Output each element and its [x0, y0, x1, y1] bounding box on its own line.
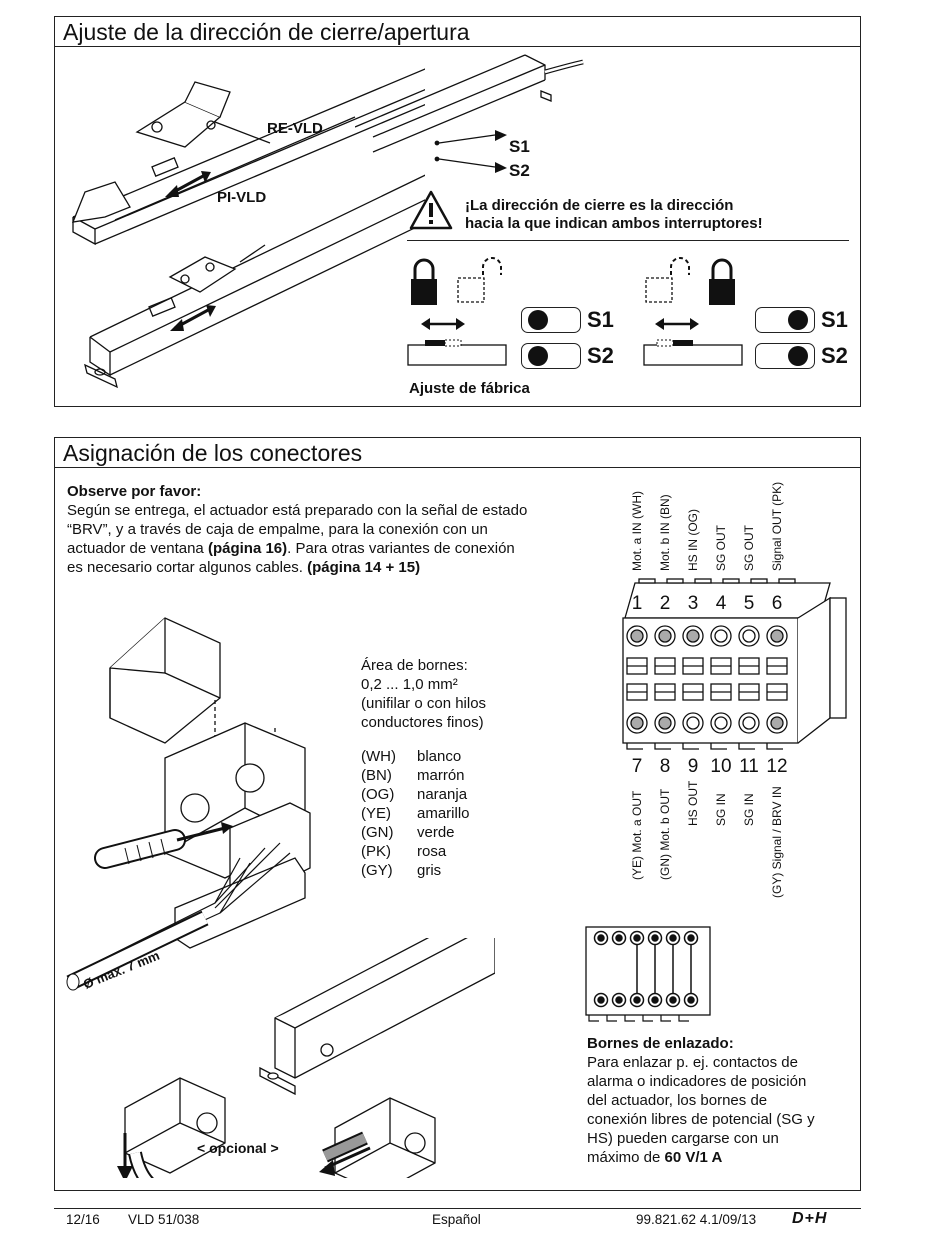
bridge-text-block: [587, 1034, 857, 1167]
notice-title: Observe por favor:: [67, 483, 202, 500]
terminal-number-3: 3: [687, 593, 699, 614]
switch-label-s1: S1: [509, 137, 530, 156]
terminal-block-drawing: [615, 578, 855, 753]
padlock-open-right-icon: [643, 253, 693, 303]
closing-direction-section: [54, 16, 861, 407]
terminal-label-top-1: Mot. a IN (WH): [630, 491, 644, 571]
switch-label-s2: S2: [509, 161, 530, 180]
terminal-area-block: [361, 656, 486, 732]
color-legend-row: (BN) marrón: [361, 767, 465, 784]
warning-divider: [407, 240, 849, 241]
bridge-line: Para enlazar p. ej. contactos de: [587, 1054, 798, 1071]
left-s2-label: S2: [587, 343, 614, 368]
color-legend-row: (YE) amarillo: [361, 805, 470, 822]
notice-line-1: Según se entrega, el actuador está preparado con la señal de estado: [67, 502, 528, 519]
terminal-label-top-4: SG OUT: [714, 524, 728, 571]
bridge-rating: 60 V/1 A: [664, 1149, 723, 1166]
connector-assignment-section: [54, 437, 861, 1191]
bridge-line-last: [587, 1148, 857, 1167]
page-number: 12/16: [66, 1212, 100, 1227]
label-pi-vld: PI-VLD: [217, 189, 267, 206]
terminal-number-2: 2: [659, 593, 671, 614]
terminal-area-line: Área de bornes:: [361, 657, 468, 674]
terminal-area-line: 0,2 ... 1,0 mm²: [361, 676, 458, 693]
optional-junction-drawing: [95, 938, 495, 1178]
factory-setting-label: Ajuste de fábrica: [409, 380, 530, 397]
brand-logo: D+H: [792, 1210, 828, 1227]
notice-line-3: [67, 539, 587, 558]
terminal-label-bottom-7: (YE) Mot. a OUT: [630, 790, 644, 880]
language-label: Español: [432, 1212, 481, 1227]
bridge-line: HS) pueden cargarse con un: [587, 1130, 779, 1147]
switch-indicator-right-s2: [755, 343, 815, 369]
switch-indicator-right-s1: [755, 307, 815, 333]
model-number: VLD 51/038: [128, 1212, 200, 1227]
bridge-line: conexión libres de potencial (SG y: [587, 1111, 815, 1128]
terminal-number-9: 9: [687, 756, 699, 777]
optional-label: < opcional >: [197, 1140, 279, 1156]
terminal-area-line: (unifilar o con hilos: [361, 695, 487, 712]
terminal-label-top-6: Signal OUT (PK): [770, 481, 784, 571]
switch-indicator-left-s1: [521, 307, 581, 333]
notice-line-2: “BRV”, y a través de caja de empalme, para la conexión con un: [67, 521, 488, 538]
direction-arrow-right-icon: [655, 317, 699, 331]
notice-page-ref-14-15: (página 14 + 15): [307, 559, 421, 576]
terminal-number-10: 10: [710, 756, 732, 777]
bridge-title: Bornes de enlazado:: [587, 1035, 734, 1052]
right-s1-label: S1: [821, 307, 848, 332]
right-s2-label: S2: [821, 343, 848, 368]
section-title-connector-assignment: Asignación de los conectores: [55, 438, 860, 468]
terminal-label-bottom-12: (GY) Signal / BRV IN: [770, 786, 784, 898]
terminal-number-4: 4: [715, 593, 727, 614]
terminal-number-7: 7: [631, 756, 643, 777]
actuator-cable-drawing: [355, 47, 595, 177]
terminal-label-top-3: HS IN (OG): [686, 509, 700, 571]
bridge-line: del actuador, los bornes de: [587, 1092, 768, 1109]
label-re-vld: RE-VLD: [267, 120, 323, 137]
notice-line-4: [67, 558, 587, 577]
color-legend-row: (OG) naranja: [361, 786, 468, 803]
warning-triangle-icon: [409, 190, 453, 230]
color-legend-row: (GN) verde: [361, 824, 455, 841]
page-footer: [54, 1208, 861, 1231]
document-number: 99.821.62 4.1/09/13: [636, 1212, 757, 1227]
terminal-number-11: 11: [739, 756, 759, 777]
bridge-terminal-diagram: [585, 926, 715, 1026]
terminal-number-5: 5: [743, 593, 755, 614]
terminal-label-top-2: Mot. b IN (BN): [658, 494, 672, 571]
left-s1-label: S1: [587, 307, 614, 332]
padlock-closed-right-icon: [707, 257, 737, 307]
bridge-line: alarma o indicadores de posición: [587, 1073, 807, 1090]
terminal-number-12: 12: [766, 756, 788, 777]
padlock-closed-left-icon: [409, 257, 439, 307]
color-legend-row: (GY) gris: [361, 862, 442, 879]
notice-page-ref-16: (página 16): [207, 540, 288, 557]
terminal-number-6: 6: [771, 593, 783, 614]
terminal-area-line: conductores finos): [361, 714, 484, 731]
terminal-number-1: 1: [631, 593, 643, 614]
switch-indicator-left-s2: [521, 343, 581, 369]
terminal-label-bottom-9: HS OUT: [686, 780, 700, 826]
terminal-label-bottom-8: (GN) Mot. b OUT: [658, 788, 672, 880]
terminal-label-top-5: SG OUT: [742, 524, 756, 571]
wire-color-legend: [361, 747, 491, 880]
notice-line-3-a: actuador de ventana: [67, 540, 208, 557]
warning-line-2: hacia la que indican ambos interruptores!: [465, 215, 763, 232]
terminal-label-bottom-11: SG IN: [742, 793, 756, 826]
padlock-open-left-icon: [455, 253, 505, 303]
warning-line-1: ¡La dirección de cierre es la dirección: [465, 197, 734, 214]
notice-line-3-c: . Para otras variantes de conexión: [287, 540, 515, 557]
cable-diameter-label: Ø max. 7 mm: [81, 947, 162, 992]
bridge-last-a: máximo de: [587, 1149, 665, 1166]
direction-arrow-left-icon: [421, 317, 465, 331]
section-title-closing-direction: Ajuste de la dirección de cierre/apertura: [55, 17, 860, 47]
notice-block: [67, 482, 587, 577]
color-legend-row: (PK) rosa: [361, 843, 447, 860]
switch-slider-right: [643, 339, 743, 367]
terminal-number-8: 8: [659, 756, 671, 777]
terminal-label-bottom-10: SG IN: [714, 793, 728, 826]
notice-line-4-a: es necesario cortar algunos cables.: [67, 559, 308, 576]
color-legend-row: (WH) blanco: [361, 748, 462, 765]
switch-slider-left: [407, 339, 507, 367]
